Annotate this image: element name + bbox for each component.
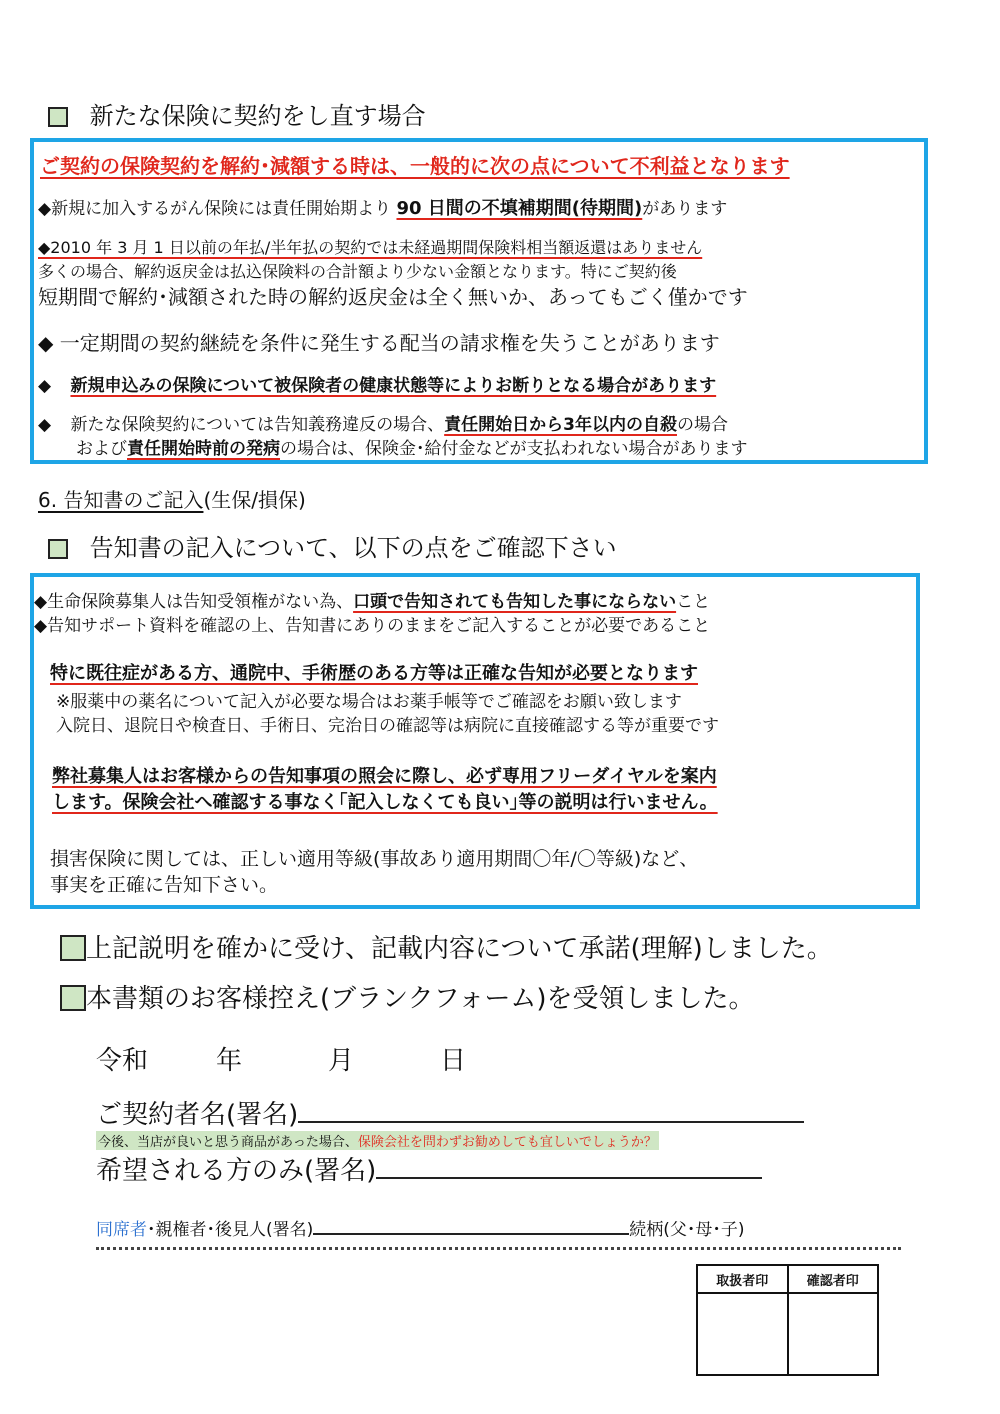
rebuy-item-4-text: 新規申込みの保険について被保険者の健康状態等によりお断りとなる場合があります [70, 376, 717, 396]
contractor-signature-line[interactable] [298, 1121, 804, 1123]
section6-check-row [48, 528, 617, 563]
rebuy-item-2-line2: 多くの場合、解約返戻金は払込保険料の合計額より少ない金額となります。特にご契約後 [38, 262, 677, 281]
contractor-signature-row [96, 1094, 804, 1131]
rebuy-item-1 [38, 194, 727, 220]
rebuy-item-5-line2 [76, 434, 748, 459]
rebuy-check-label: 新たな保険に契約をし直す場合 [89, 102, 426, 130]
wish-signature-row [96, 1150, 762, 1187]
date-era: 令和 [96, 1046, 149, 1076]
recommend-note [96, 1131, 659, 1150]
date-day: 日 [440, 1046, 467, 1076]
decl-p5: 入院日、退院日や検査日、手術日、完治日の確認等は病院に直接確認する等が重要です [56, 716, 719, 736]
rebuy-item-1-pre: ◆新規に加入するがん保険には責任開始期より [38, 199, 392, 219]
confirm-check-2 [60, 978, 754, 1015]
confirm-check-2-label: 本書類のお客様控え(ブランクフォーム)を受領しました。 [86, 984, 755, 1014]
date-year: 年 [216, 1046, 243, 1076]
rebuy-item-2-line3: 短期間で解約･減額された時の解約返戻金は全く無いか、あってもごく僅かです [38, 285, 748, 309]
rebuy-item-4-bullet: ◆ [38, 376, 52, 396]
date-month: 月 [328, 1046, 355, 1076]
rebuy-check-row [48, 96, 426, 131]
confirmer-stamp-label: 確認者印 [788, 1265, 879, 1293]
decl-p6-line2: します。保険会社へ確認する事なく｢記入しなくても良い｣等の説明は行いません。 [52, 792, 718, 813]
rebuy-item-5-bullet: ◆ [38, 415, 52, 435]
confirm-checkbox-1[interactable] [60, 935, 86, 961]
decl-p4: ※服薬中の薬名について記入が必要な場合はお薬手帳等でご確認をお願い致します [56, 692, 682, 712]
rebuy-item-1-em: 90 日間の不填補期間(待期間) [396, 198, 643, 219]
rebuy-checkbox[interactable] [48, 107, 68, 127]
decl-p1-em: 口頭で告知されても告知した事にならない [353, 592, 677, 612]
companion-label-blue: 同席者 [96, 1220, 147, 1240]
confirm-check-1 [60, 928, 833, 965]
handler-stamp-cell[interactable] [697, 1293, 788, 1375]
rebuy-item-4 [38, 371, 716, 396]
stamp-table [696, 1264, 879, 1376]
rebuy-item-5-line1 [38, 410, 728, 435]
companion-label: ･親権者･後見人(署名) [147, 1220, 314, 1240]
rebuy-item-5-line2-pre: および [76, 439, 127, 459]
handler-stamp-label: 取扱者印 [697, 1265, 788, 1293]
recommend-note-em: 保険会社を問わずお勧めしても宜しいでしょうか？ [357, 1135, 657, 1150]
rebuy-item-5-post: の場合 [676, 415, 728, 435]
rebuy-item-2-line1: ◆2010 年 3 月 1 日以前の年払/半年払の契約では未経過期間保険料相当額返還はありません [38, 238, 703, 257]
decl-p7-line1: 損害保険に関しては、正しい適用等級(事故あり適用期間〇年/〇等級)など、 [50, 848, 699, 870]
confirm-check-1-label: 上記説明を確かに受け、記載内容について承諾(理解)しました。 [86, 934, 833, 964]
rebuy-item-5-line2-post: の場合は、保険金･給付金などが支払われない場合があります [280, 439, 748, 459]
contractor-signature-label: ご契約者名(署名) [96, 1100, 299, 1130]
rebuy-item-5-em: 責任開始日から3年以内の自殺 [444, 415, 677, 435]
decl-p1-pre: ◆生命保険募集人は告知受領権がない為、 [34, 592, 354, 612]
section6-title-main: 6. 告知書のご記入 [38, 488, 204, 512]
confirmer-stamp-cell[interactable] [788, 1293, 879, 1375]
companion-row [96, 1215, 745, 1240]
rebuy-item-5-line2-em: 責任開始時前の発病 [127, 439, 280, 459]
decl-p3: 特に既往症がある方、通院中、手術歴のある方等は正確な告知が必要となります [50, 663, 698, 684]
decl-p7-line2: 事実を正確に告知下さい。 [50, 874, 279, 896]
rebuy-heading: ご契約の保険契約を解約･減額する時は、一般的に次の点について不利益となります [40, 154, 790, 178]
decl-p2: ◆告知サポート資料を確認の上、告知書にありのままをご記入することが必要であること [34, 616, 711, 636]
rebuy-item-3: ◆ 一定期間の契約継続を条件に発生する配当の請求権を失うことがあります [38, 331, 720, 355]
decl-p6-line1: 弊社募集人はお客様からの告知事項の照会に際し、必ず専用フリーダイヤルを案内 [52, 766, 717, 787]
section6-checkbox[interactable] [48, 539, 68, 559]
section6-title-suffix: (生保/損保) [203, 488, 306, 512]
decl-p1-post: こと [676, 592, 711, 612]
confirm-checkbox-2[interactable] [60, 985, 86, 1011]
wish-signature-label: 希望される方のみ(署名) [96, 1156, 377, 1186]
rebuy-item-5-pre: 新たな保険契約については告知義務違反の場合、 [70, 415, 445, 435]
wish-signature-line[interactable] [376, 1177, 762, 1179]
section6-title [38, 484, 306, 513]
relation-label: 続柄(父･母･子) [629, 1220, 745, 1240]
companion-signature-line[interactable] [313, 1233, 629, 1235]
decl-p1 [34, 587, 710, 612]
recommend-note-pre: 今後、当店が良いと思う商品があった場合、 [98, 1135, 358, 1150]
dotted-separator [96, 1247, 901, 1250]
rebuy-item-1-post: があります [642, 199, 728, 219]
section6-check-label: 告知書の記入について、以下の点をご確認下さい [89, 534, 617, 562]
